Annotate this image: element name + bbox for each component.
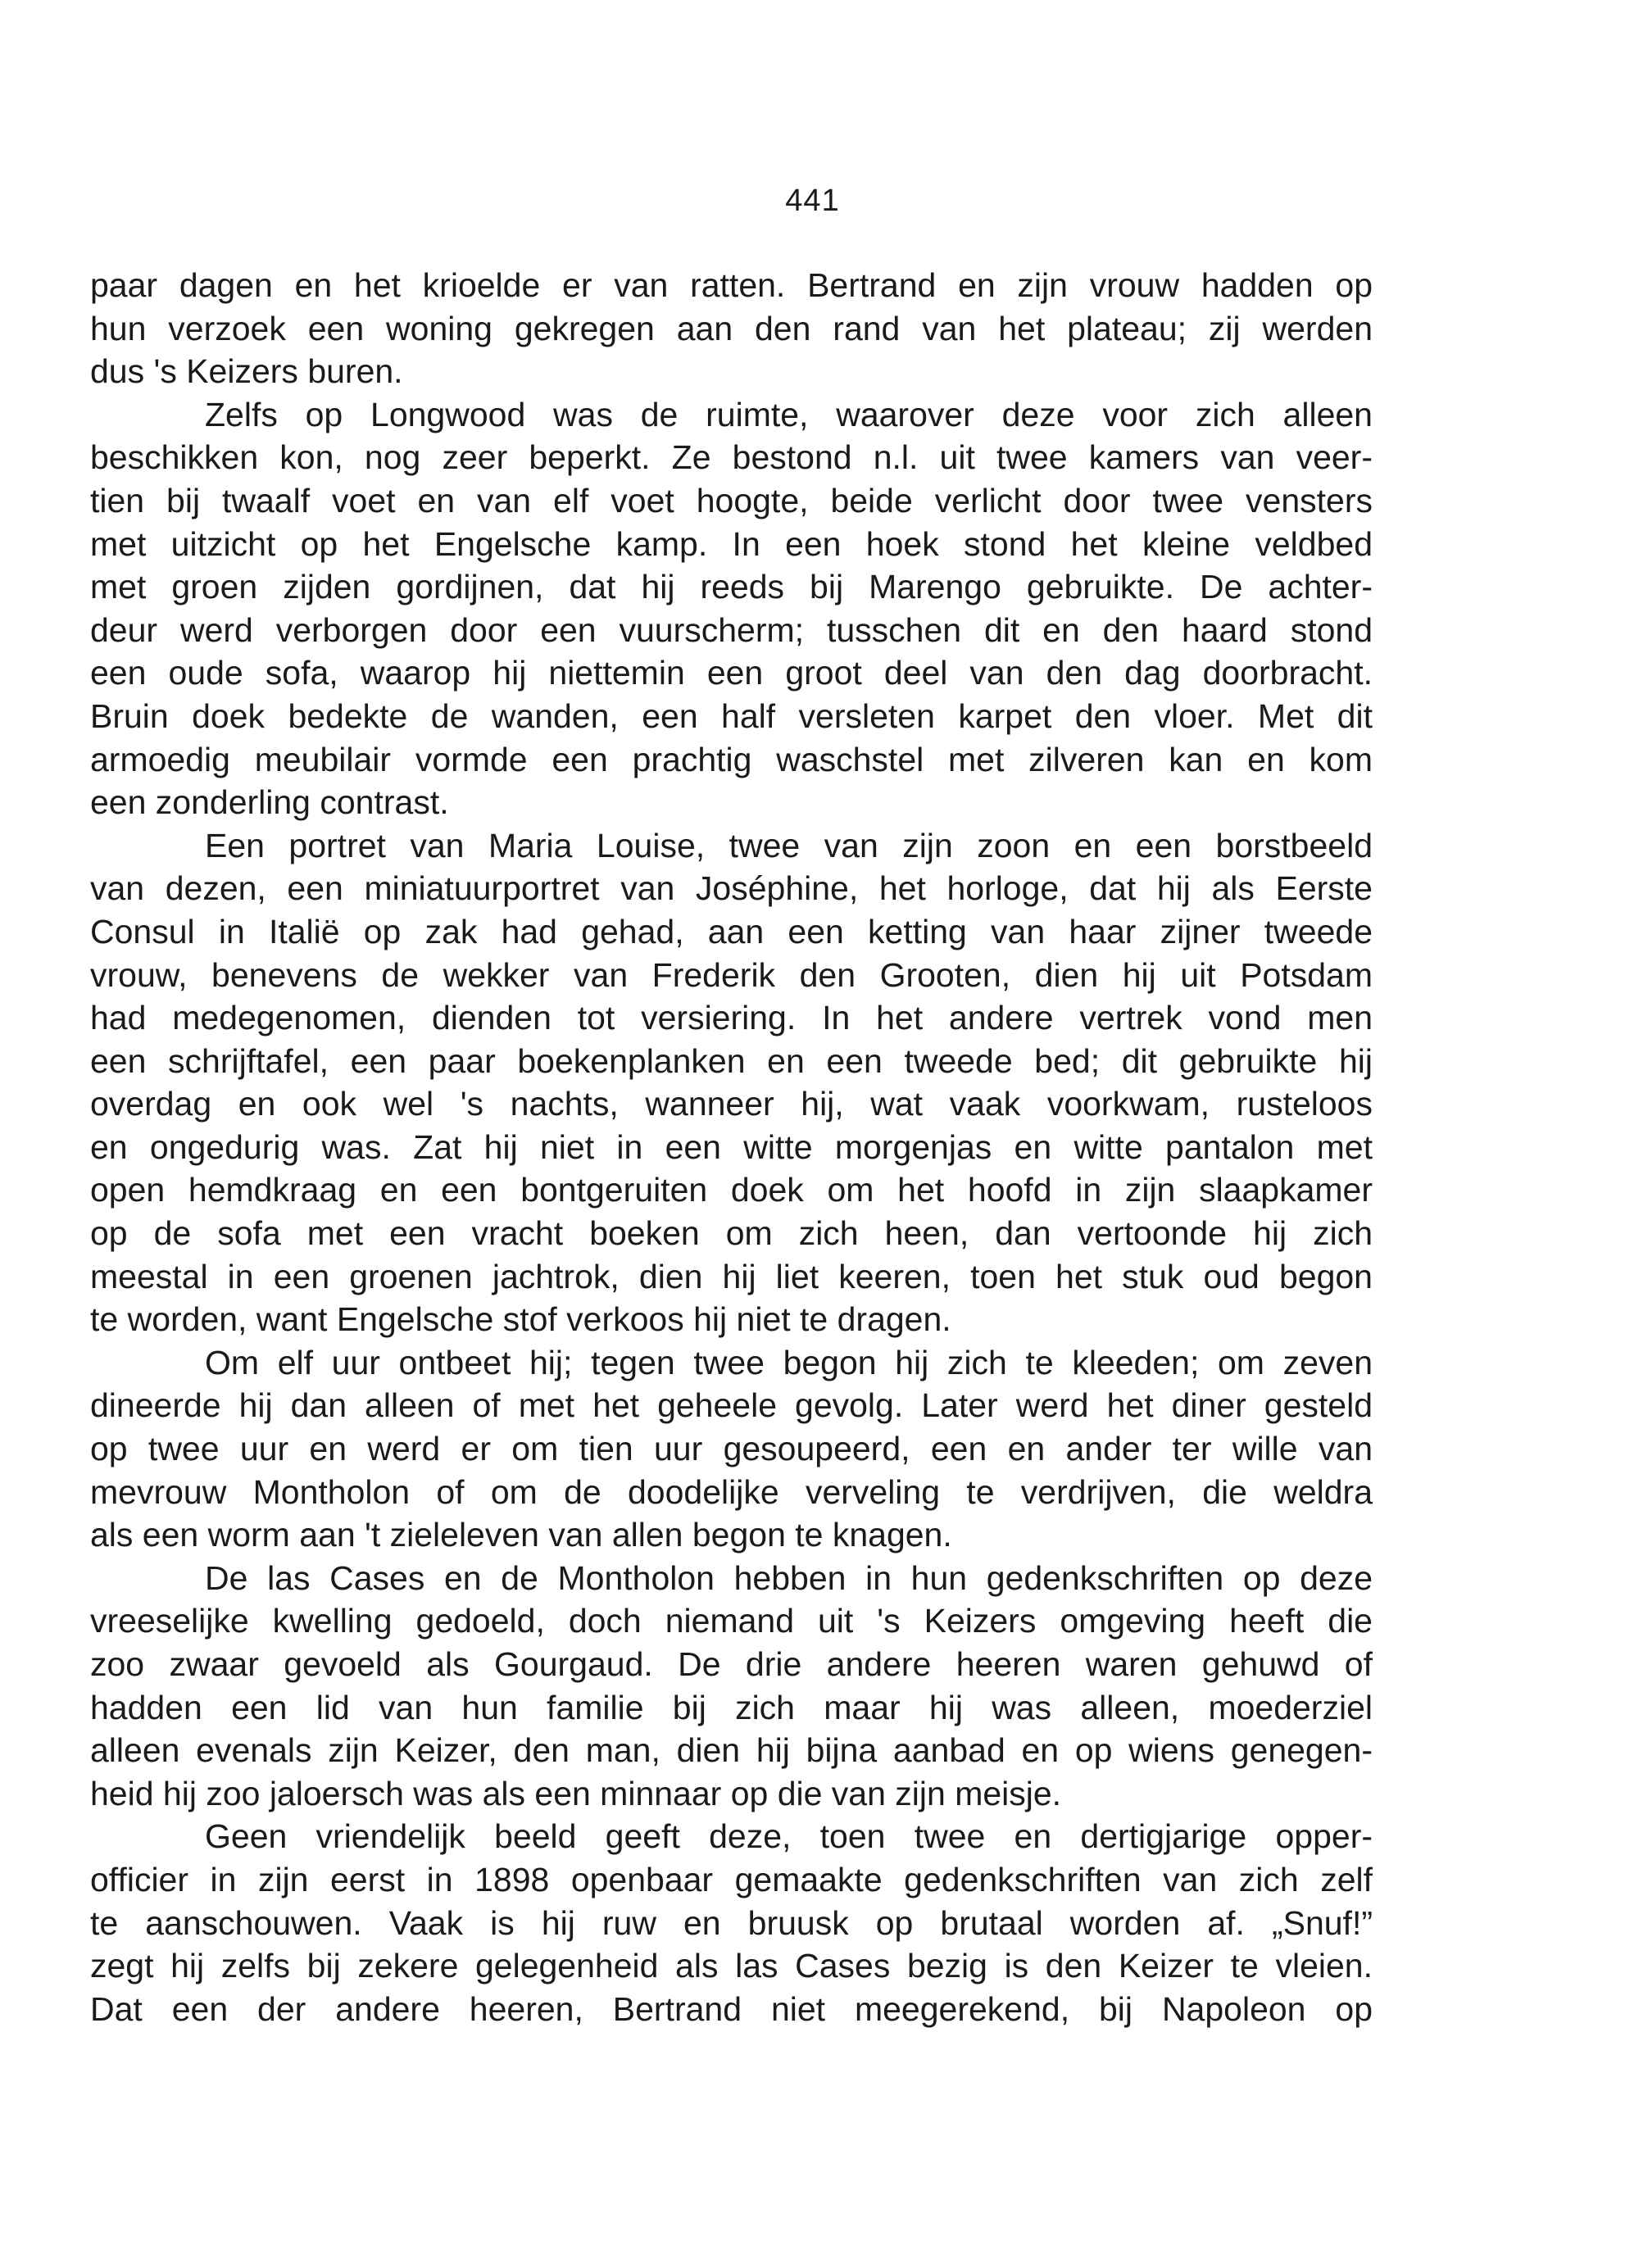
text-line: meestal in een groenen jachtrok, dien hij liet keeren, toen het stuk oud begon xyxy=(90,1257,1373,1295)
text-line: officier in zijn eerst in 1898 openbaar gemaakte gedenkschriften van zich zelf xyxy=(90,1860,1373,1898)
text-line: dineerde hij dan alleen of met het geheele gevolg. Later werd het diner gesteld xyxy=(90,1386,1373,1425)
text-line: armoedig meubilair vormde een prachtig waschstel met zilveren kan en kom xyxy=(90,740,1373,778)
text-line: dus 's Keizers buren. xyxy=(90,352,403,391)
text-line: tien bij twaalf voet en van elf voet hoogte, beide verlicht door twee vensters xyxy=(90,481,1373,519)
text-line: vreeselijke kwelling gedoeld, doch niemand uit 's Keizers omgeving heeft die xyxy=(90,1602,1373,1640)
text-line: paar dagen en het krioelde er van ratten. Bertrand en zijn vrouw hadden op xyxy=(90,266,1373,304)
text-line: Een portret van Maria Louise, twee van zijn zoon en een borstbeeld xyxy=(205,826,1373,864)
text-line: vrouw, benevens de wekker van Frederik den Grooten, dien hij uit Potsdam xyxy=(90,955,1373,994)
text-line: en ongedurig was. Zat hij niet in een witte morgenjas en witte pantalon met xyxy=(90,1127,1373,1166)
text-line: Bruin doek bedekte de wanden, een half versleten karpet den vloer. Met dit xyxy=(90,696,1373,735)
text-line: hadden een lid van hun familie bij zich maar hij was alleen, moederziel xyxy=(90,1688,1373,1726)
text-line: alleen evenals zijn Keizer, den man, dien hij bijna aanbad en op wiens genegen- xyxy=(90,1731,1373,1770)
page-number: 441 xyxy=(785,184,840,218)
text-line: als een worm aan 't zieleleven van allen begon te knagen. xyxy=(90,1516,952,1554)
text-line: met uitzicht op het Engelsche kamp. In een hoek stond het kleine veldbed xyxy=(90,524,1373,563)
text-line: een schrijftafel, een paar boekenplanken en een tweede bed; dit gebruikte hij xyxy=(90,1041,1373,1080)
text-line: te worden, want Engelsche stof verkoos hij niet te dragen. xyxy=(90,1300,951,1339)
text-line: op twee uur en werd er om tien uur gesoupeerd, een en ander ter wille van xyxy=(90,1430,1373,1468)
text-line: deur werd verborgen door een vuurscherm; tusschen dit en den haard stond xyxy=(90,610,1373,649)
text-line: te aanschouwen. Vaak is hij ruw en bruusk op brutaal worden af. „Snuf!” xyxy=(90,1903,1373,1942)
text-line: mevrouw Montholon of om de doodelijke verveling te verdrijven, die weldra xyxy=(90,1472,1373,1511)
text-line: met groen zijden gordijnen, dat hij reeds bij Marengo gebruikte. De achter- xyxy=(90,568,1373,606)
text-line: hun verzoek een woning gekregen aan den rand van het plateau; zij werden xyxy=(90,309,1373,347)
text-line: Om elf uur ontbeet hij; tegen twee begon hij zich te kleeden; om zeven xyxy=(205,1343,1373,1381)
text-line: zegt hij zelfs bij zekere gelegenheid als las Cases bezig is den Keizer te vleien. xyxy=(90,1947,1373,1985)
text-line: zoo zwaar gevoeld als Gourgaud. De drie andere heeren waren gehuwd of xyxy=(90,1645,1373,1683)
text-line: had medegenomen, dienden tot versiering. In het andere vertrek vond men xyxy=(90,999,1373,1037)
text-line: De las Cases en de Montholon hebben in hun gedenkschriften op deze xyxy=(205,1558,1373,1597)
text-line: een zonderling contrast. xyxy=(90,783,449,822)
text-line: Zelfs op Longwood was de ruimte, waarover deze voor zich alleen xyxy=(205,395,1373,433)
text-line: Consul in Italië op zak had gehad, aan een ketting van haar zijner tweede xyxy=(90,912,1373,950)
text-line: open hemdkraag en een bontgeruiten doek om het hoofd in zijn slaapkamer xyxy=(90,1171,1373,1209)
text-line: heid hij zoo jaloersch was als een minnaar op die van zijn meisje. xyxy=(90,1774,1062,1812)
text-line: overdag en ook wel 's nachts, wanneer hij, wat vaak voorkwam, rusteloos xyxy=(90,1085,1373,1123)
text-line: Dat een der andere heeren, Bertrand niet meegerekend, bij Napoleon op xyxy=(90,1989,1373,2028)
text-line: op de sofa met een vracht boeken om zich heen, dan vertoonde hij zich xyxy=(90,1214,1373,1253)
text-line: Geen vriendelijk beeld geeft deze, toen twee en dertigjarige opper- xyxy=(205,1817,1373,1856)
text-line: een oude sofa, waarop hij niettemin een groot deel van den dag doorbracht. xyxy=(90,654,1373,692)
text-line: beschikken kon, nog zeer beperkt. Ze bestond n.l. uit twee kamers van veer- xyxy=(90,438,1373,477)
body-text xyxy=(90,264,1373,2030)
text-line: van dezen, een miniatuurportret van Joséphine, het horloge, dat hij als Eerste xyxy=(90,869,1373,908)
